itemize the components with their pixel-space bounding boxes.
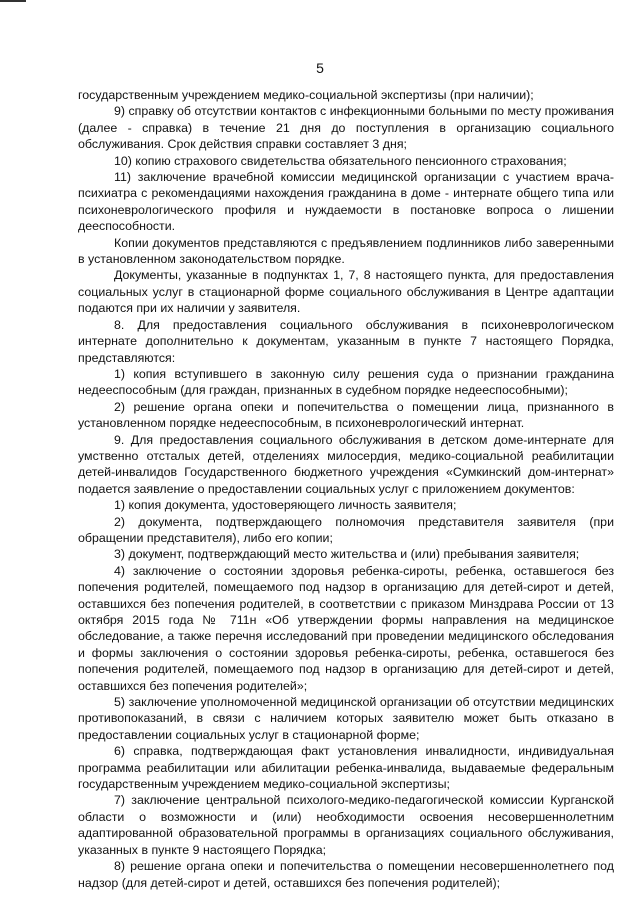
- paragraph: 5) заключение уполномоченной медицинской организации об отсутствии медицинских противопоказаний, в связи с наличием которых заявителю может быть отказано в предоставлении социальных услуг в стационарной форме;: [78, 695, 614, 742]
- paragraph: 4) заключение о состоянии здоровья ребенка-сироты, ребенка, оставшегося без попечения родителей, помещаемого под надзор в организацию для детей-сирот и детей, оставшихся без попечения родителей, в соответствии с приказом Минздрава России от 13 октября 2015 года № 711н «Об утверждении формы направления на медицинское обследование, а также перечня исследований при проведении медицинского обследования и формы заключения о состоянии здоровья ребенка-сироты, ребенка, оставшегося без попечения родителей, помещаемого под надзор в организацию для детей-сирот и детей, оставшихся без попечения родителей»;: [78, 563, 614, 693]
- paragraph: 8) решение органа опеки и попечительства о помещении несовершеннолетнего под надзор (для детей-сирот и детей, оставшихся без попечения родителей);: [78, 859, 614, 890]
- paragraph: 2) документа, подтверждающего полномочия представителя заявителя (при обращении представителя), либо его копии;: [78, 514, 614, 545]
- paragraph: 3) документ, подтверждающий место жительства и (или) пребывания заявителя;: [114, 547, 580, 562]
- paragraph: государственным учреждением медико-социальной экспертизы (при наличии);: [78, 88, 534, 102]
- paragraph: 1) копия вступившего в законную силу решения суда о признании гражданина недееспособным (для граждан, признанных в судебном порядке недееспособными);: [78, 366, 614, 398]
- paragraph: 9) справку об отсутствии контактов с инфекционными больными по месту проживания (далее - справка) в течение 21 дня до поступления в организацию социального обслуживания. Срок действия справки составляет 3 дня;: [78, 104, 614, 152]
- paragraph: 1) копия документа, удостоверяющего личность заявителя;: [114, 498, 457, 513]
- paragraph: 9. Для предоставления социального обслуживания в детском доме-интернате для умственно отсталых детей, отделениях милосердия, медико-социальной реабилитации детей-инвалидов Государственного бюджетного учреждения «Сумкинский дом-интернат» подается заявление о предоставлении социальных услуг с приложением документов:: [78, 432, 614, 496]
- document-body: [78, 87, 614, 891]
- paragraph: 2) решение органа опеки и попечительства о помещении лица, признанного в установленном порядке недееспособным, в психоневрологический интернат.: [78, 399, 614, 431]
- page-number: 5: [316, 60, 324, 76]
- paragraph: 10) копию страхового свидетельства обязательного пенсионного страхования;: [114, 153, 567, 168]
- paragraph: Документы, указанные в подпунктах 1, 7, 8 настоящего пункта, для предоставления социальных услуг в стационарной форме социального обслуживания в Центре адаптации подаются при их наличии у заявителя.: [78, 268, 614, 316]
- paragraph: 11) заключение врачебной комиссии медицинской организации с участием врача-психиатра с рекомендациями нахождения гражданина в доме - интернате общего типа или психоневрологического профиля и нуждаемости в постановке вопроса о лишении дееспособности.: [78, 170, 614, 234]
- paragraph: 8. Для предоставления социального обслуживания в психоневрологическом интернате дополнительно к документам, указанным в пункте 7 настоящего Порядка, представляются:: [78, 317, 614, 365]
- scan-corner-mark: [0, 0, 26, 2]
- paragraph: 7) заключение центральной психолого-медико-педагогической комиссии Курганской области о возможности и (или) необходимости освоения несовершеннолетним адаптированной образовательной программы в организациях социального обслуживания, указанных в пункте 9 настоящего Порядка;: [78, 793, 614, 857]
- paragraph: 6) справка, подтверждающая факт установления инвалидности, индивидуальная программа реабилитации или абилитации ребенка-инвалида, выдаваемые федеральным государственным учреждением медико-социальной экспертизы;: [78, 744, 614, 792]
- paragraph: Копии документов представляются с предъявлением подлинников либо заверенными в установленном законодательством порядке.: [78, 235, 614, 267]
